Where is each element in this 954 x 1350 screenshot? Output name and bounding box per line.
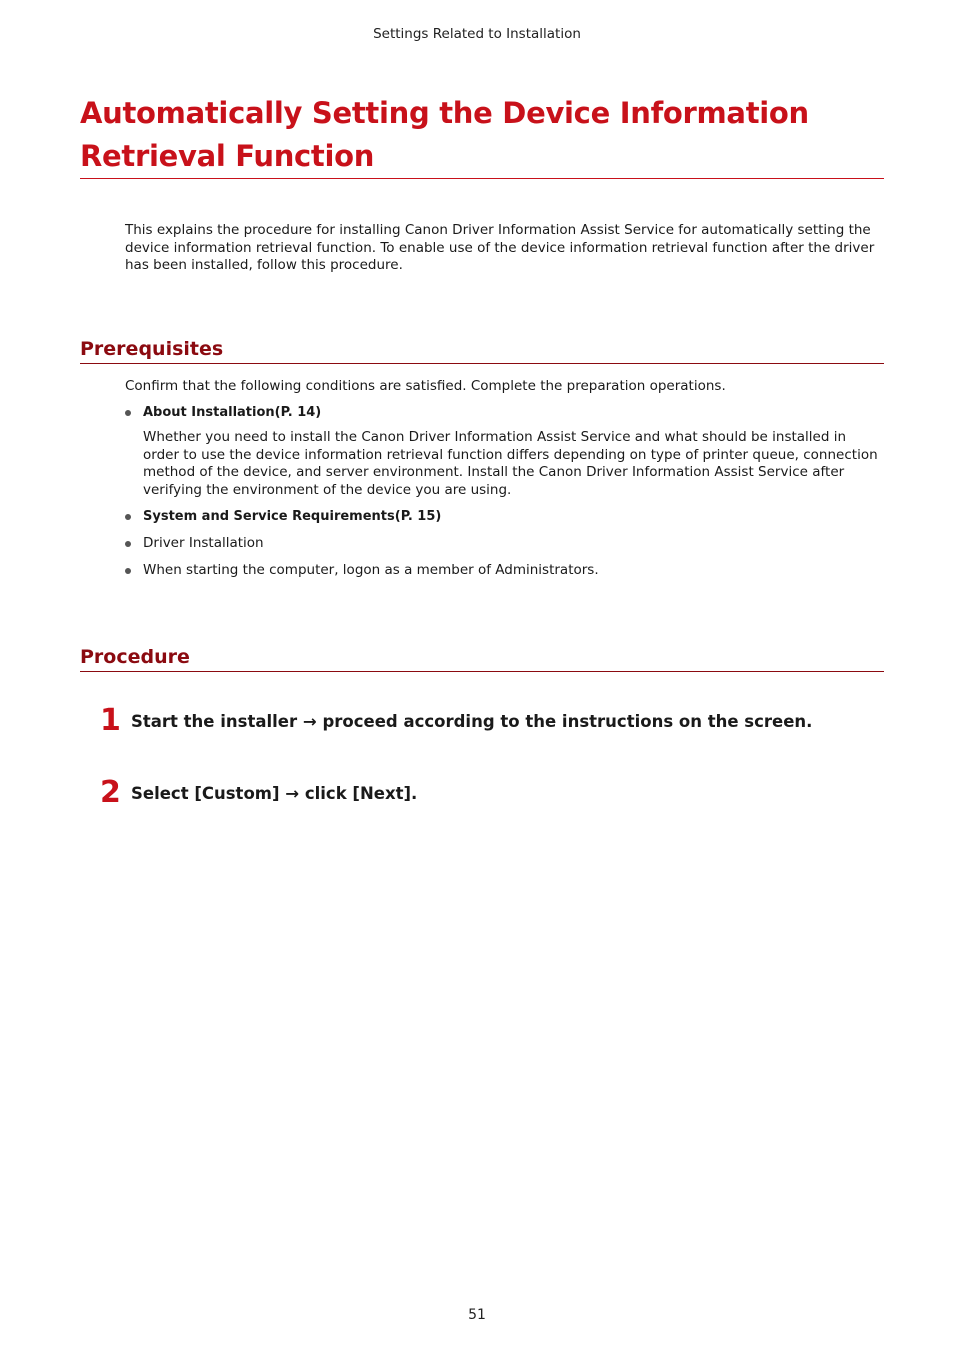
administrator-logon-text: When starting the computer, logon as a member of Administrators. [143, 562, 599, 578]
driver-installation-text: Driver Installation [143, 535, 264, 551]
step-text: Start the installer → proceed according to the instructions on the screen. [131, 712, 813, 731]
bullet-icon [125, 410, 131, 416]
step-text: Select [Custom] → click [Next]. [131, 784, 418, 803]
prerequisites-lead: Confirm that the following conditions are satisfied. Complete the preparation operations. [125, 378, 726, 394]
system-requirements-link[interactable]: System and Service Requirements(P. 15) [143, 509, 442, 524]
about-installation-description: Whether you need to install the Canon Driver Information Assist Service and what should be installed in order to use the device information retrieval function differs depending on type of printer queue, connection method of the device, and server environment. Install the Canon Driver Information Assist Service after verifying the environment of the device you are using. [143, 429, 878, 498]
running-header: Settings Related to Installation [373, 26, 581, 42]
bullet-icon [125, 568, 131, 574]
procedure-heading: Procedure [80, 645, 884, 672]
page-title: Automatically Setting the Device Information Retrieval Function [80, 92, 884, 179]
step-number: 1 [100, 703, 121, 738]
bullet-icon [125, 541, 131, 547]
intro-paragraph: This explains the procedure for installing Canon Driver Information Assist Service for automatically setting the device information retrieval function. To enable use of the device information retrieval function after the driver has been installed, follow this procedure. [125, 222, 875, 273]
prerequisites-heading: Prerequisites [80, 337, 884, 364]
about-installation-link[interactable]: About Installation(P. 14) [143, 405, 322, 420]
page-number: 51 [468, 1307, 486, 1323]
step-number: 2 [100, 775, 121, 810]
bullet-icon [125, 514, 131, 520]
